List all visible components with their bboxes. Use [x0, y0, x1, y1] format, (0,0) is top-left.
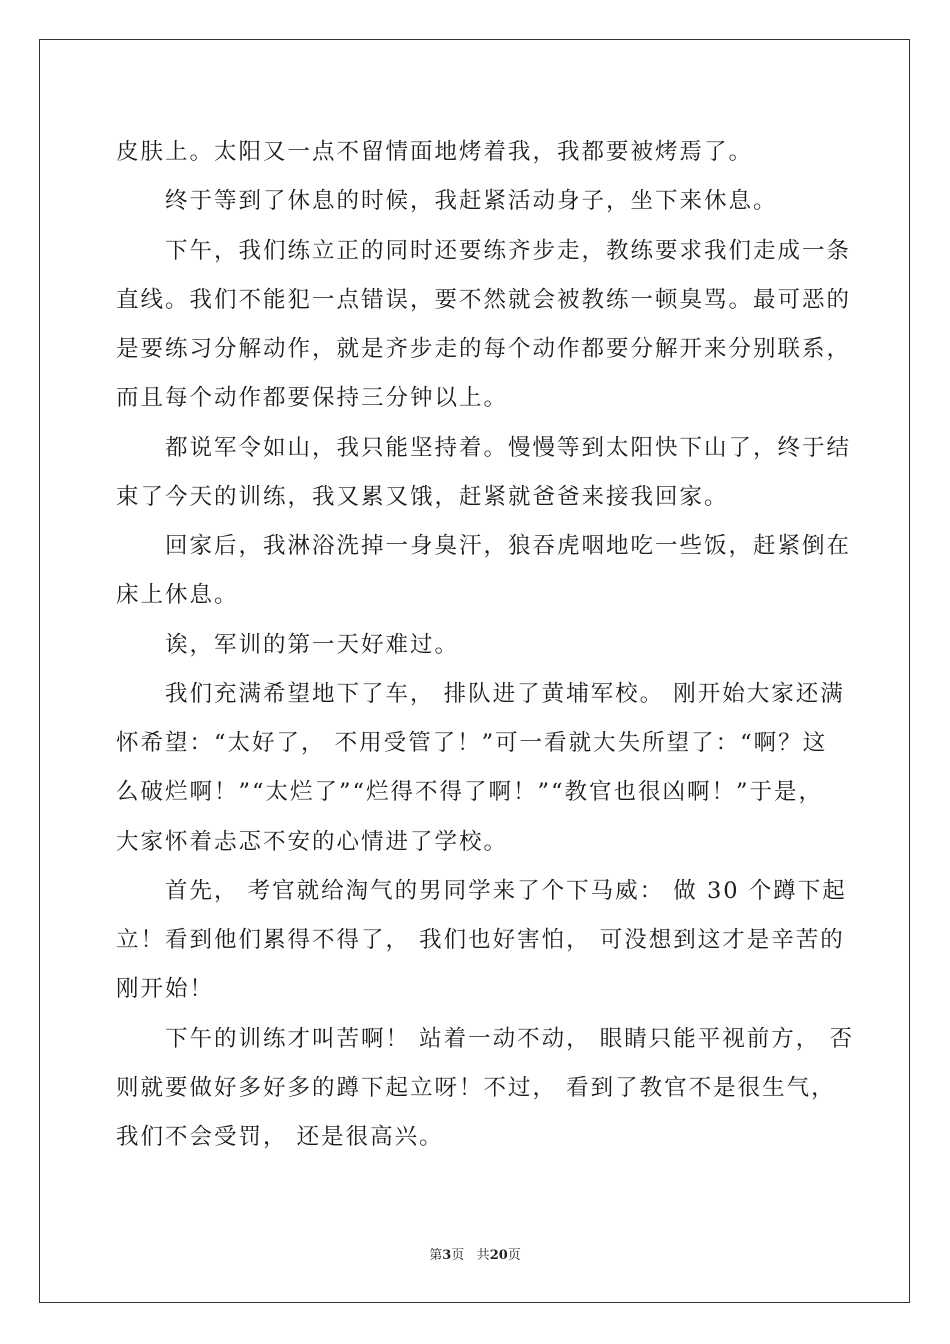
text-line: 都说军令如山，我只能坚持着。慢慢等到太阳快下山了，终于结 — [165, 434, 852, 461]
page-footer — [0, 1246, 950, 1266]
text-line: 是要练习分解动作，就是齐步走的每个动作都要分解开来分别联系， — [116, 336, 852, 362]
document-body — [116, 128, 854, 1162]
page-suffix: 页 — [451, 1248, 465, 1263]
text-line: 大家怀着忐忑不安的心情进了学校。 — [116, 828, 509, 855]
text-line: 下午的训练才叫苦啊！ 站着一动不动， 眼睛只能平视前方， 否 — [165, 1025, 854, 1052]
text-line: 回家后，我淋浴洗掉一身臭汗，狼吞虎咽地吃一些饭，赶紧倒在 — [165, 533, 852, 559]
total-pages: 20 — [489, 1248, 508, 1263]
text-line: 诶，军训的第一天好难过。 — [165, 631, 460, 658]
text-line: 下午，我们练立正的同时还要练齐步走，教练要求我们走成一条 — [165, 237, 852, 264]
text-line: 刚开始！ — [116, 976, 215, 1003]
text-line: 首先， 考官就给淘气的男同学来了个下马威： 做 30 个蹲下起 — [165, 877, 847, 904]
text-line: 床上休息。 — [116, 582, 239, 609]
footer-spacer — [464, 1248, 476, 1263]
total-suffix: 页 — [507, 1248, 521, 1263]
text-line: 皮肤上。太阳又一点不留情面地烤着我，我都要被烤焉了。 — [116, 139, 754, 165]
text-line: 束了今天的训练，我又累又饿，赶紧就爸爸来接我回家。 — [116, 483, 729, 510]
text-line: 立！看到他们累得不得了， 我们也好害怕， 可没想到这才是辛苦的 — [116, 927, 845, 953]
text-line: 么破烂啊！”“太烂了”“烂得不得了啊！”“教官也很凶啊！”于是， — [116, 779, 824, 806]
text-line: 直线。我们不能犯一点错误，要不然就会被教练一顿臭骂。最可恶的 — [116, 286, 852, 313]
text-line: 则就要做好多好多的蹲下起立呀！不过， 看到了教官不是很生气， — [116, 1074, 836, 1101]
text-line: 终于等到了休息的时候，我赶紧活动身子，坐下来休息。 — [165, 188, 778, 215]
text-line: 我们不会受罚， 还是很高兴。 — [116, 1124, 444, 1150]
text-line: 我们充满希望地下了车， 排队进了黄埔军校。 刚开始大家还满 — [165, 680, 845, 707]
total-prefix: 共 — [476, 1248, 490, 1263]
text-line: 而且每个动作都要保持三分钟以上。 — [116, 385, 509, 412]
text-line: 怀希望：“太好了， 不用受管了！”可一看就大失所望了：“啊？这 — [116, 730, 828, 756]
page-prefix: 第 — [429, 1248, 443, 1263]
page-number: 3 — [442, 1248, 452, 1263]
